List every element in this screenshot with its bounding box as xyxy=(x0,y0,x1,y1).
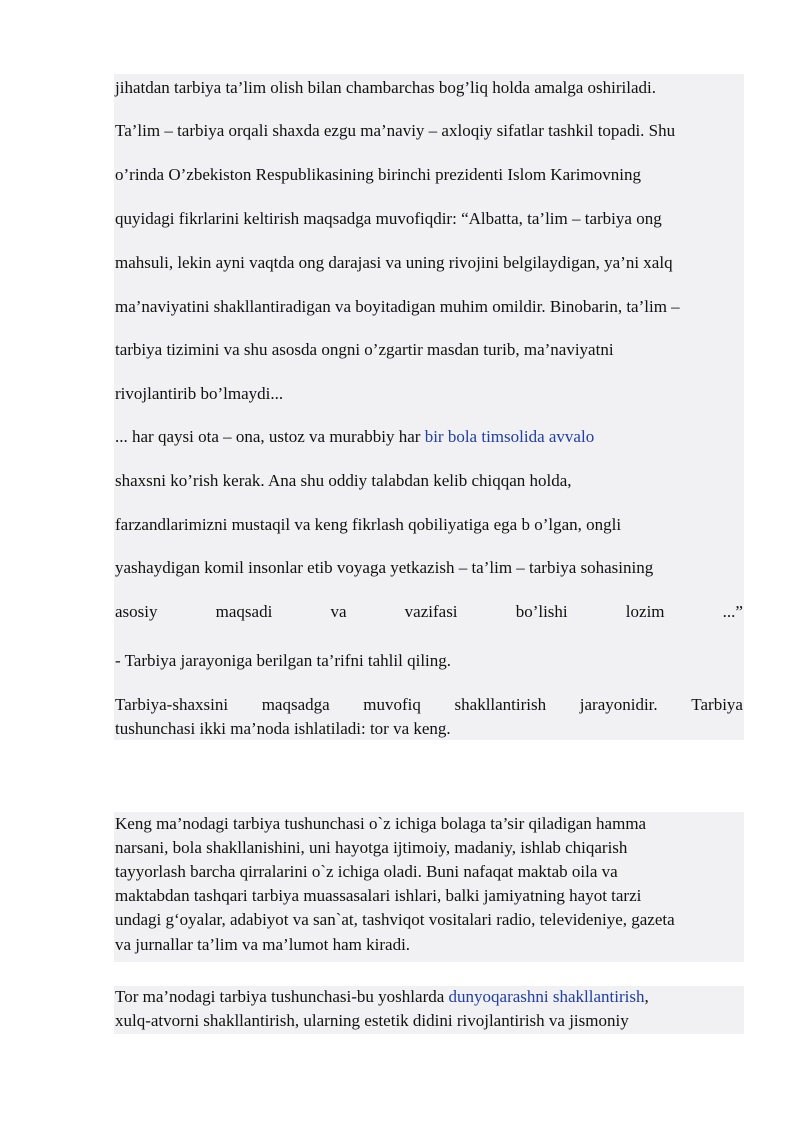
word: muvofiq xyxy=(363,695,421,714)
word: bo’lishi xyxy=(515,602,568,621)
word: vazifasi xyxy=(404,602,458,621)
para2-last-line xyxy=(115,602,743,622)
word: asosiy xyxy=(115,602,158,621)
tor-link[interactable]: dunyoqarashni shakllantirish xyxy=(448,987,645,1006)
word: ...” xyxy=(722,602,743,621)
tor-line-1-text: Tor ma’nodagi tarbiya tushunchasi-bu yoshlarda xyxy=(115,987,449,1006)
tor-line-1 xyxy=(115,987,743,1007)
answer-line-2: tushunchasi ikki ma’noda ishlatiladi: tor va keng. xyxy=(115,719,451,738)
para1-line-4: quyidagi fikrlarini keltirish maqsadga muvofiqdir: “Albatta, ta’lim – tarbiya ong xyxy=(115,209,662,228)
keng-line-5: undagi g‘oyalar, adabiyot va san`at, tashviqot vositalari radio, televideniye, gazeta xyxy=(115,910,675,929)
keng-line-1: Keng ma’nodagi tarbiya tushunchasi o`z ichiga bolaga ta’sir qiladigan hamma xyxy=(115,814,647,833)
para1-line-5: mahsuli, lekin ayni vaqtda ong darajasi va uning rivojini belgilaydigan, ya’ni xalq xyxy=(115,253,673,272)
para2-line-1-text: ... har qaysi ota – ona, ustoz va murabbiy har xyxy=(115,427,425,446)
para1-line-1: jihatdan tarbiya ta’lim olish bilan chambarchas bog’liq holda amalga oshiriladi. xyxy=(115,78,657,97)
tor-line-1-end: , xyxy=(644,987,649,1006)
para2-line-1 xyxy=(115,427,743,447)
para1-line-8: rivojlantirib bo’lmaydi... xyxy=(115,384,284,403)
keng-line-2: narsani, bola shakllanishini, uni hayotga ijtimoiy, madaniy, ishlab chiqarish xyxy=(115,838,628,857)
keng-line-3: tayyorlash barcha qirralarini o`z ichiga oladi. Buni nafaqat maktab oila va xyxy=(115,862,618,881)
keng-line-4: maktabdan tashqari tarbiya muassasalari ishlari, balki jamiyatning hayot tarzi xyxy=(115,886,642,905)
word: maqsadi xyxy=(215,602,273,621)
keng-line-6: va jurnallar ta’lim va ma’lumot ham kiradi. xyxy=(115,935,411,954)
para1-line-3: o’rinda O’zbekiston Respublikasining birinchi prezidenti Islom Karimovning xyxy=(115,165,641,184)
tor-line-2: xulq-atvorni shakllantirish, ularning estetik didini rivojlantirish va jismoniy xyxy=(115,1011,629,1030)
word: va xyxy=(330,602,347,621)
answer-line-1 xyxy=(115,695,743,715)
para2-line-2: shaxsni ko’rish kerak. Ana shu oddiy talabdan kelib chiqqan holda, xyxy=(115,471,572,490)
word: jarayonidir. xyxy=(579,695,658,714)
word: Tarbiya-shaxsini xyxy=(115,695,229,714)
word: Tarbiya xyxy=(691,695,743,714)
word: maqsadga xyxy=(261,695,330,714)
para2-link[interactable]: bir bola timsolida avvalo xyxy=(424,427,595,446)
para1-line-7: tarbiya tizimini va shu asosda ongni o’zgartir masdan turib, ma’naviyatni xyxy=(115,340,614,359)
para2-line-4: yashaydigan komil insonlar etib voyaga yetkazish – ta’lim – tarbiya sohasining xyxy=(115,558,654,577)
para1-line-6: ma’naviyatini shakllantiradigan va boyitadigan muhim omildir. Binobarin, ta’lim – xyxy=(115,297,680,316)
word: lozim xyxy=(625,602,665,621)
para2-line-3: farzandlarimizni mustaqil va keng fikrlash qobiliyatiga ega b o’lgan, ongli xyxy=(115,515,622,534)
word: shakllantirish xyxy=(454,695,547,714)
para1-line-2: Ta’lim – tarbiya orqali shaxda ezgu ma’naviy – axloqiy sifatlar tashkil topadi. Shu xyxy=(115,121,676,140)
question-line: - Tarbiya jarayoniga berilgan ta’rifni tahlil qiling. xyxy=(115,651,452,670)
